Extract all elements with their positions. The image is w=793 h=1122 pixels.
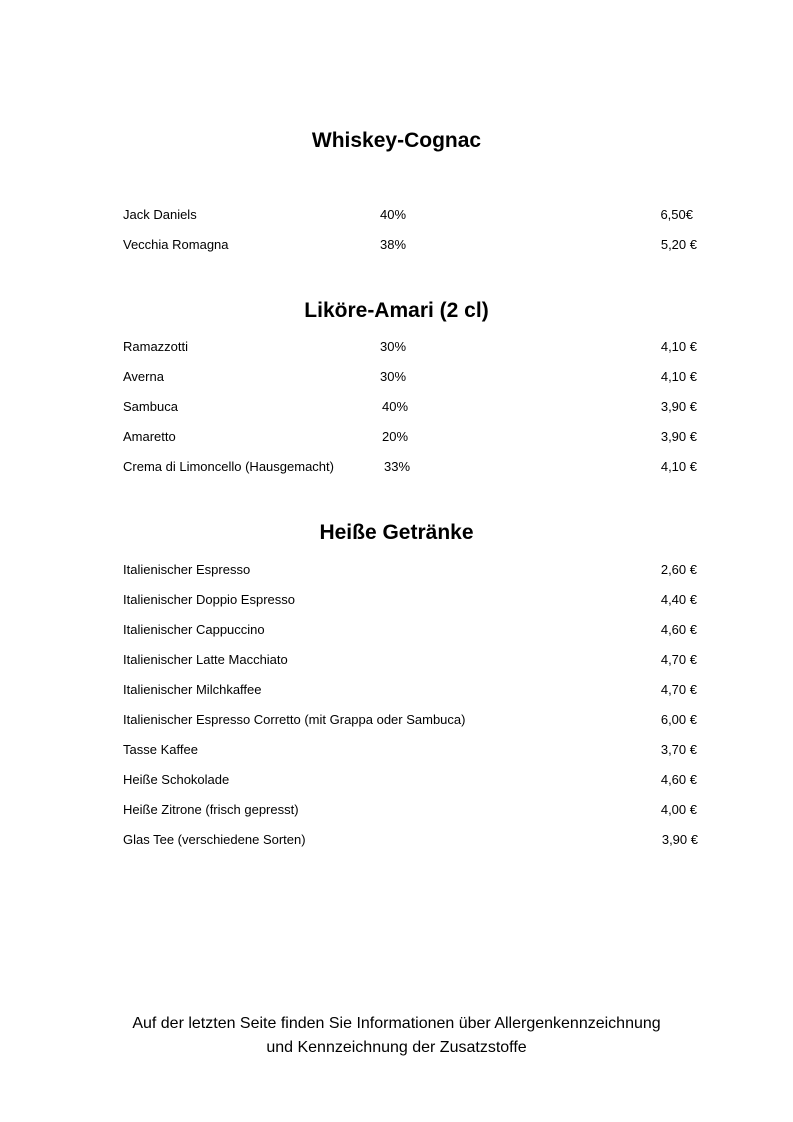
item-abv: 33%	[384, 459, 411, 474]
item-price: 4,60 €	[660, 622, 697, 637]
item-price: 4,10 €	[660, 459, 697, 474]
menu-item	[0, 801, 793, 819]
item-price: 4,10 €	[660, 369, 697, 384]
menu-item	[0, 368, 793, 386]
menu-item	[0, 651, 793, 669]
menu-item	[0, 561, 793, 579]
item-price: 4,10 €	[660, 339, 697, 354]
allergen-note	[0, 1012, 793, 1060]
item-price: 4,70 €	[660, 682, 697, 697]
item-name: Italienischer Cappuccino	[123, 622, 265, 637]
item-name: Glas Tee (verschiedene Sorten)	[123, 832, 306, 847]
section-title-heisse-getraenke: Heiße Getränke	[319, 521, 474, 544]
menu-item	[0, 206, 793, 224]
item-name: Heiße Zitrone (frisch gepresst)	[123, 802, 299, 817]
item-price: 6,50€	[660, 207, 693, 222]
menu-item	[0, 398, 793, 416]
item-abv: 38%	[380, 237, 407, 252]
item-name: Italienischer Espresso Corretto (mit Grappa oder Sambuca)	[123, 712, 466, 727]
menu-item	[0, 711, 793, 729]
menu-item	[0, 771, 793, 789]
item-name: Amaretto	[123, 429, 176, 444]
item-abv: 20%	[382, 429, 409, 444]
section-title-likoere-amari: Liköre-Amari (2 cl)	[304, 299, 489, 322]
item-name: Italienischer Espresso	[123, 562, 251, 577]
menu-item	[0, 681, 793, 699]
item-price: 4,60 €	[660, 772, 697, 787]
item-price: 3,90 €	[660, 399, 697, 414]
item-name: Tasse Kaffee	[123, 742, 198, 757]
allergen-note-line-1: Auf der letzten Seite finden Sie Informationen über Allergenkennzeichnung	[132, 1015, 661, 1032]
item-name: Jack Daniels	[123, 207, 197, 222]
menu-item	[0, 458, 793, 476]
item-name: Crema di Limoncello (Hausgemacht)	[123, 459, 334, 474]
item-name: Italienischer Milchkaffee	[123, 682, 262, 697]
item-name: Italienischer Doppio Espresso	[123, 592, 295, 607]
item-name: Averna	[123, 369, 164, 384]
item-price: 2,60 €	[660, 562, 697, 577]
item-name: Sambuca	[123, 399, 178, 414]
item-abv: 40%	[380, 207, 407, 222]
item-price: 6,00 €	[660, 712, 697, 727]
menu-item	[0, 741, 793, 759]
item-name: Vecchia Romagna	[123, 237, 229, 252]
menu-item	[0, 428, 793, 446]
item-price: 3,90 €	[660, 429, 697, 444]
item-price: 4,70 €	[660, 652, 697, 667]
item-name: Ramazzotti	[123, 339, 189, 354]
allergen-note-line-2: und Kennzeichnung der Zusatzstoffe	[266, 1039, 527, 1056]
menu-item	[0, 831, 793, 849]
item-price: 4,00 €	[660, 802, 697, 817]
item-name: Italienischer Latte Macchiato	[123, 652, 288, 667]
item-price: 4,40 €	[660, 592, 697, 607]
item-abv: 40%	[382, 399, 409, 414]
section-title-whiskey-cognac: Whiskey-Cognac	[311, 129, 482, 152]
item-name: Heiße Schokolade	[123, 772, 230, 787]
menu-item	[0, 591, 793, 609]
item-price: 3,90 €	[661, 832, 698, 847]
item-abv: 30%	[380, 369, 407, 384]
menu-item	[0, 621, 793, 639]
item-price: 3,70 €	[660, 742, 697, 757]
menu-item	[0, 338, 793, 356]
item-abv: 30%	[380, 339, 407, 354]
menu-item	[0, 236, 793, 254]
item-price: 5,20 €	[660, 237, 697, 252]
